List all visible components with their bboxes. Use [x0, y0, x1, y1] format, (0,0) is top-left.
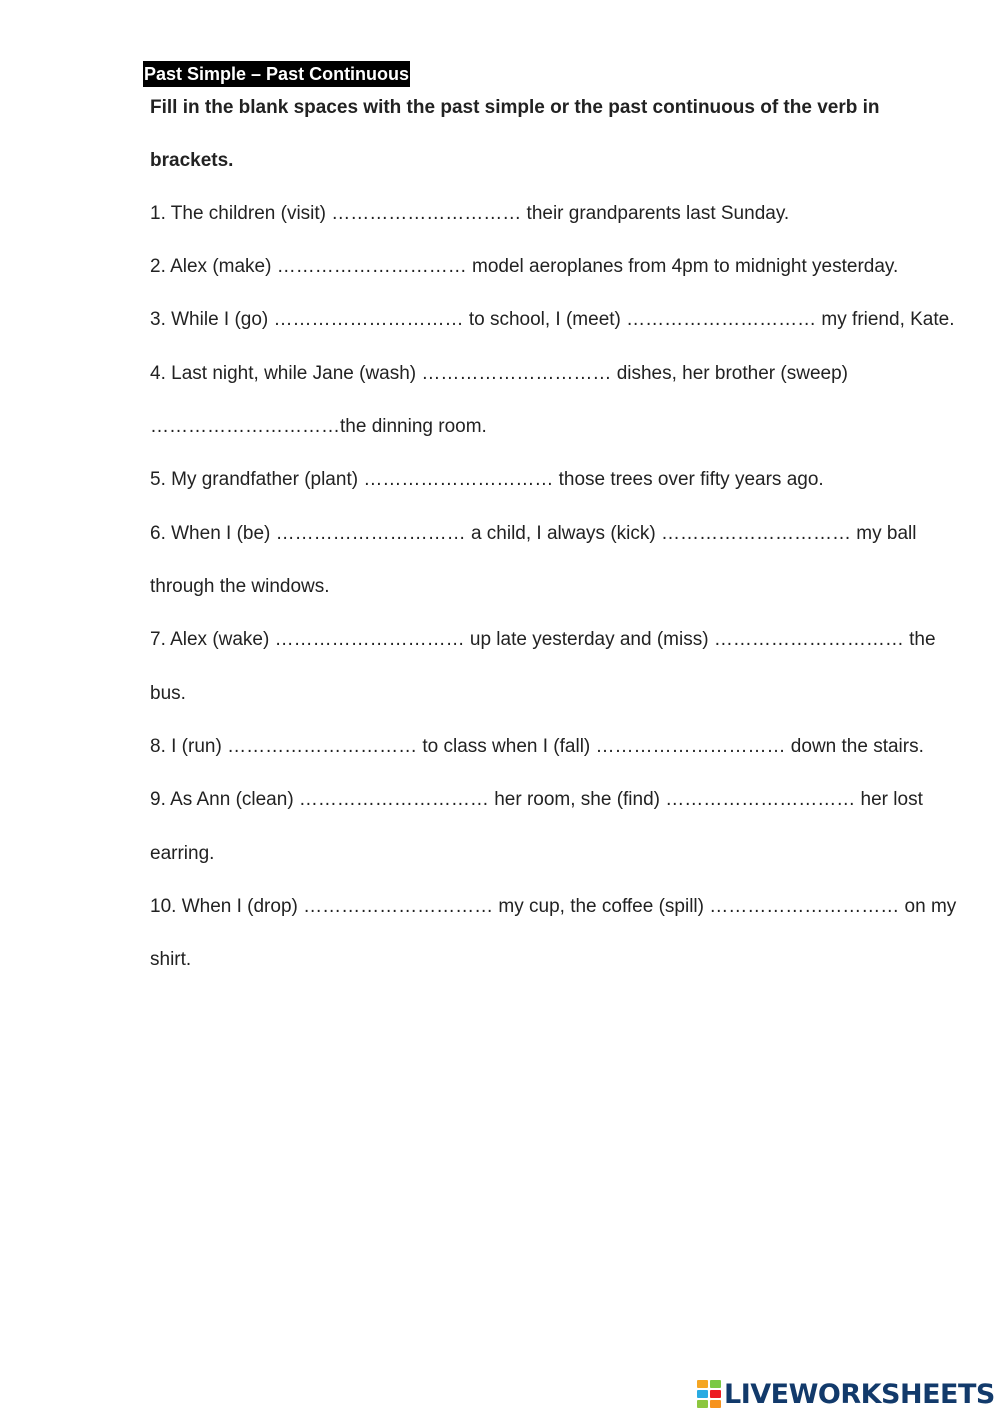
exercise-line: 5. My grandfather (plant) ………………………… those trees over fifty years ago. [150, 469, 824, 490]
liveworksheets-logo [697, 1378, 995, 1410]
liveworksheets-logo-icon [697, 1380, 721, 1408]
exercise-line: through the windows. [150, 576, 330, 597]
page-title: Past Simple – Past Continuous [143, 61, 410, 87]
exercise-line: 6. When I (be) ………………………… a child, I always (kick) ………………………… my ball [150, 523, 917, 544]
exercise-line: 1. The children (visit) ………………………… their grandparents last Sunday. [150, 203, 790, 224]
exercise-line: 8. I (run) ………………………… to class when I (fall) ………………………… down the stairs. [150, 736, 924, 757]
exercise-line: 4. Last night, while Jane (wash) ………………………… dishes, her brother (sweep) [150, 363, 848, 384]
exercise-line: earring. [150, 843, 215, 864]
logo-text: LIVEWORKSHEETS [724, 1378, 995, 1410]
exercise-line: 7. Alex (wake) ………………………… up late yesterday and (miss) ………………………… the [150, 629, 936, 650]
instruction-line-1: Fill in the blank spaces with the past simple or the past continuous of the verb in [150, 97, 880, 118]
exercise-line: 10. When I (drop) ………………………… my cup, the coffee (spill) ………………………… on my [150, 896, 957, 917]
exercise-line: 9. As Ann (clean) ………………………… her room, she (find) ………………………… her lost [150, 789, 923, 810]
exercise-line: …………………………the dinning room. [150, 416, 487, 437]
exercise-line: shirt. [150, 949, 192, 970]
exercise-line: 2. Alex (make) ………………………… model aeroplanes from 4pm to midnight yesterday. [150, 256, 899, 277]
instruction-line-2: brackets. [150, 150, 234, 171]
exercise-line: bus. [150, 683, 186, 704]
exercise-line: 3. While I (go) ………………………… to school, I (meet) ………………………… my friend, Kate. [150, 309, 955, 330]
